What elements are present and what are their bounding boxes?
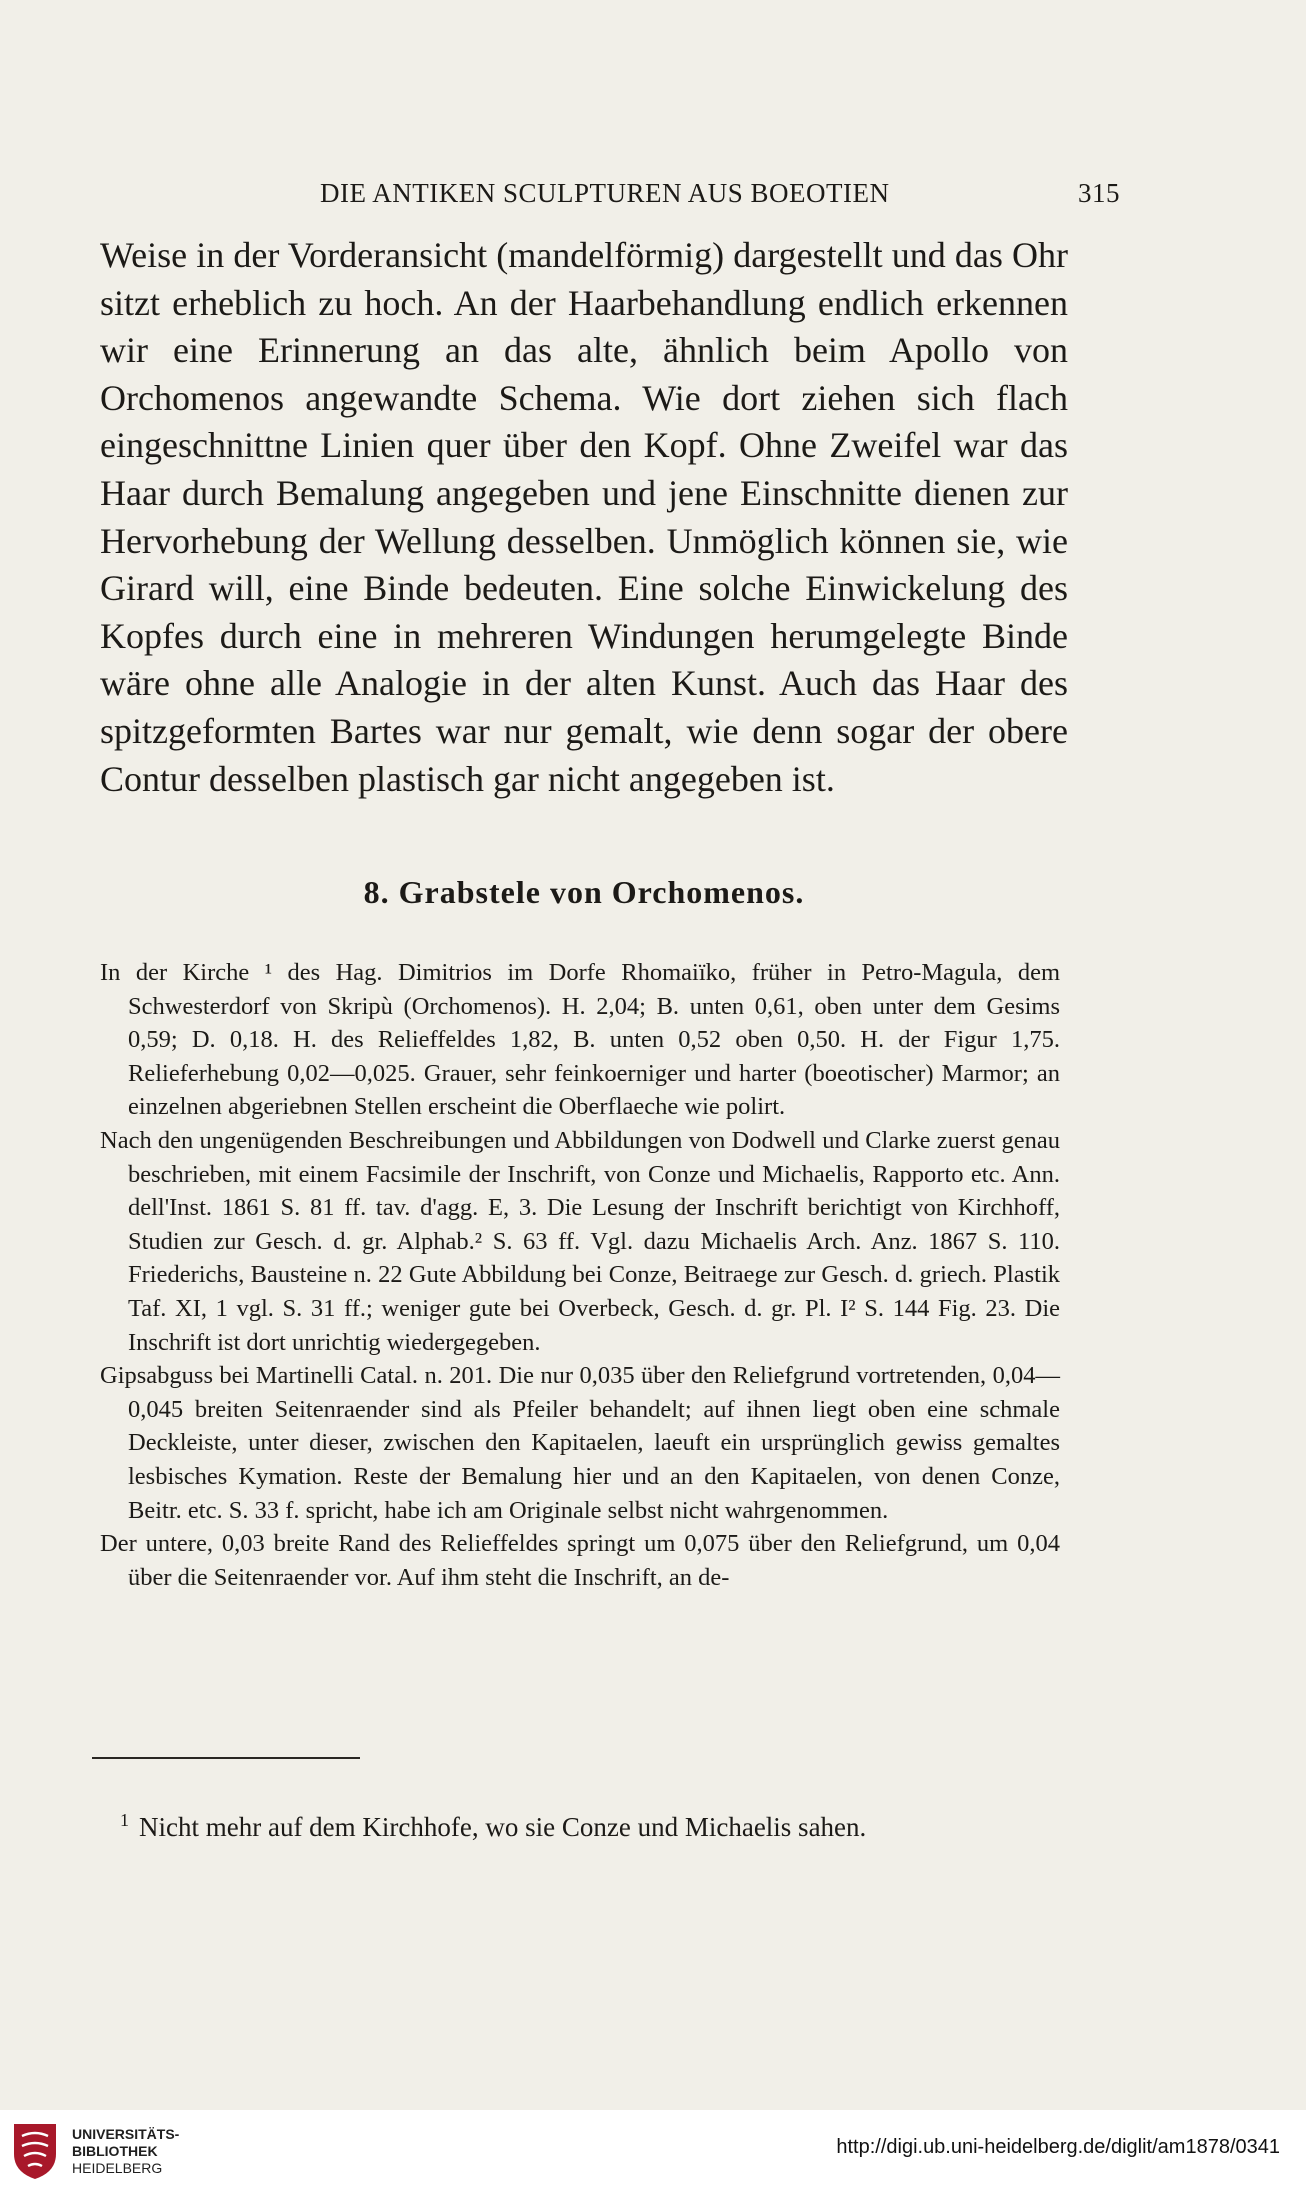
section-heading: 8. Grabstele von Orchomenos.: [363, 874, 805, 910]
note-paragraph: Nach den ungenügenden Beschreibungen und Abbildungen von Dodwell und Clarke zuerst genau beschrieben, mit einem Facsimile der Inschrift, von Conze und Michaelis, Rapporto etc. Ann. dell'Inst. 1861 S. 81 ff. tav. d'agg. E, 3. Die Lesung der Inschrift berichtigt von Kirchhoff, Studien zur Gesch. d. gr. Alphab.² S. 63 ff. Vgl. dazu Michaelis Arch. Anz. 1867 S. 110. Friederichs, Bausteine n. 22 Gute Abbildung bei Conze, Beitraege zur Gesch. d. griech. Plastik Taf. XI, 1 vgl. S. 31 ff.; weniger gute bei Overbeck, Gesch. d. gr. Pl. I² S. 144 Fig. 23. Die Inschrift ist dort unrichtig wiedergegeben.: [100, 1126, 1060, 1356]
notes-block: [100, 956, 1060, 1594]
running-head-title: DIE ANTIKEN SCULPTUREN AUS BOEOTIEN: [320, 178, 890, 208]
footnote-marker: 1: [120, 1810, 129, 1830]
note-paragraph: In der Kirche ¹ des Hag. Dimitrios im Dorfe Rhomaiïko, früher in Petro-Magula, dem Schwesterdorf von Skripù (Orchomenos). H. 2,04; B. unten 0,61, oben unter dem Gesims 0,59; D. 0,18. H. des Relieffeldes 1,82, B. unten 0,52 oben 0,50. H. der Figur 1,75. Relieferhebung 0,02—0,025. Grauer, sehr feinkoerniger und harter (boeotischer) Marmor; an einzelnen abgeriebnen Stellen erscheint die Oberflaeche wie polirt.: [100, 959, 1060, 1121]
library-name: [72, 2126, 179, 2177]
main-text: [100, 232, 1068, 803]
footnote: [120, 1810, 1060, 1843]
main-paragraph: Weise in der Vorderansicht (mandelförmig) dargestellt und das Ohr sitzt erheblich zu hoch. An der Haarbehandlung endlich erkennen wir eine Erinnerung an das alte, ähnlich beim Apollo von Orchomenos angewandte Schema. Wie dort ziehen sich flach eingeschnittne Linien quer über den Kopf. Ohne Zweifel war das Haar durch Bemalung angegeben und jene Einschnitte dienen zur Hervorhebung der Wellung desselben. Unmöglich können sie, wie Girard will, eine Binde bedeuten. Eine solche Einwickelung des Kopfes durch eine in mehreren Windungen herumgelegte Binde wäre ohne alle Analogie in der alten Kunst. Auch das Haar des spitzgeformten Bartes war nur gemalt, wie denn sogar der obere Contur desselben plastisch gar nicht angegeben ist.: [100, 235, 1068, 799]
footnote-rule: [92, 1757, 360, 1759]
note-paragraph: Gipsabguss bei Martinelli Catal. n. 201. Die nur 0,035 über den Reliefgrund vortretenden, 0,04—0,045 breiten Seitenraender sind als Pfeiler behandelt; auf ihnen liegt oben eine schmale Deckleiste, unter dieser, zwischen den Kapitaelen, laeuft ein ursprünglich gewiss gemaltes lesbisches Kymation. Reste der Bemalung hier und an den Kapitaelen, von denen Conze, Beitr. etc. S. 33 f. spricht, habe ich am Originale selbst nicht wahrgenommen.: [100, 1362, 1060, 1524]
university-seal-logo: [10, 2120, 60, 2182]
note-paragraph: Der untere, 0,03 breite Rand des Relieffeldes springt um 0,075 über den Reliefgrund, um 0,04 über die Seitenraender vor. Auf ihm steht die Inschrift, an de-: [100, 1530, 1060, 1591]
library-line: BIBLIOTHEK: [72, 2143, 158, 2159]
page-number: 315: [1078, 178, 1120, 208]
library-line: UNIVERSITÄTS-: [72, 2126, 180, 2142]
library-line: HEIDELBERG: [72, 2160, 163, 2176]
footnote-text: Nicht mehr auf dem Kirchhofe, wo sie Conze und Michaelis sahen.: [139, 1812, 867, 1842]
source-url-link[interactable]: http://digi.ub.uni-heidelberg.de/diglit/am1878/0341: [836, 2136, 1280, 2158]
footer-bar: [0, 2110, 1306, 2198]
